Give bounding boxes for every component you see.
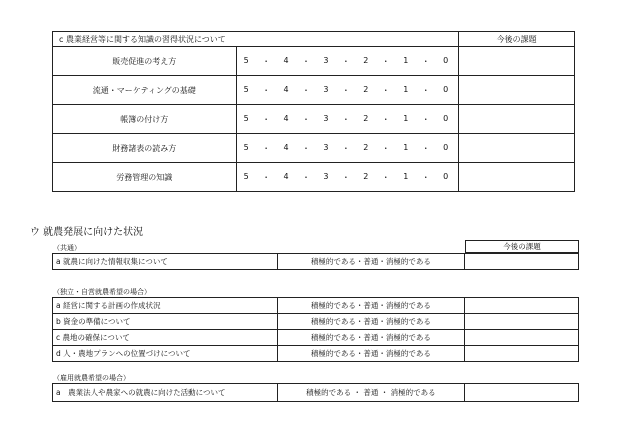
future-issue-cell[interactable] — [459, 163, 575, 192]
answer-options[interactable]: 積極的である・普通・消極的である — [277, 254, 465, 270]
question-label: a 農業法人や農家への就農に向けた活動について — [53, 384, 278, 402]
table-row — [53, 384, 579, 402]
question-label: b 資金の準備について — [53, 314, 278, 330]
rating-scale[interactable] — [236, 105, 459, 134]
employment-label: （雇用就農希望の場合） — [53, 374, 130, 382]
table-row — [53, 105, 575, 134]
rating-scale-values: 5 ・ 4 ・ 3 ・ 2 ・ 1 ・ 0 — [243, 171, 449, 182]
table-row — [53, 330, 579, 346]
rating-scale[interactable] — [236, 163, 459, 192]
section-heading: ウ 就農発展に向けた状況 — [30, 227, 144, 238]
future-issue-cell[interactable] — [459, 47, 575, 76]
knowledge-table-header — [53, 32, 575, 47]
common-label: （共通） — [53, 244, 81, 252]
knowledge-item-label: 帳簿の付け方 — [53, 105, 237, 134]
table-row — [53, 47, 575, 76]
knowledge-category-header: c 農業経営等に関する知識の習得状況について — [53, 32, 459, 47]
rating-scale[interactable] — [236, 76, 459, 105]
independent-table — [52, 297, 579, 362]
future-issue-cell[interactable] — [459, 76, 575, 105]
rating-scale[interactable] — [236, 134, 459, 163]
answer-options[interactable]: 積極的である・普通・消極的である — [277, 346, 465, 362]
future-issue-header: 今後の課題 — [465, 240, 579, 253]
future-issue-cell[interactable] — [465, 314, 579, 330]
answer-options[interactable]: 積極的である・普通・消極的である — [277, 330, 465, 346]
employment-table — [52, 383, 579, 402]
future-issue-cell[interactable] — [465, 346, 579, 362]
table-row — [53, 254, 579, 270]
future-issue-cell[interactable] — [465, 330, 579, 346]
table-row — [53, 298, 579, 314]
rating-scale[interactable] — [236, 47, 459, 76]
future-issue-cell[interactable] — [465, 254, 579, 270]
knowledge-item-label: 労務管理の知識 — [53, 163, 237, 192]
question-label: d 人・農地プランへの位置づけについて — [53, 346, 278, 362]
answer-options[interactable]: 積極的である ・ 普通 ・ 消極的である — [277, 384, 465, 402]
question-label: a 経営に関する計画の作成状況 — [53, 298, 278, 314]
question-label: a 就農に向けた情報収集について — [53, 254, 278, 270]
knowledge-item-label: 財務諸表の読み方 — [53, 134, 237, 163]
future-issue-cell[interactable] — [465, 384, 579, 402]
answer-options[interactable]: 積極的である・普通・消極的である — [277, 314, 465, 330]
table-row — [53, 163, 575, 192]
table-row — [53, 346, 579, 362]
rating-scale-values: 5 ・ 4 ・ 3 ・ 2 ・ 1 ・ 0 — [243, 113, 449, 124]
knowledge-item-label: 流通・マーケティングの基礎 — [53, 76, 237, 105]
answer-options[interactable]: 積極的である・普通・消極的である — [277, 298, 465, 314]
rating-scale-values: 5 ・ 4 ・ 3 ・ 2 ・ 1 ・ 0 — [243, 142, 449, 153]
rating-scale-values: 5 ・ 4 ・ 3 ・ 2 ・ 1 ・ 0 — [243, 84, 449, 95]
knowledge-table — [52, 31, 575, 192]
rating-scale-values: 5 ・ 4 ・ 3 ・ 2 ・ 1 ・ 0 — [243, 55, 449, 66]
table-row — [53, 134, 575, 163]
table-row — [53, 314, 579, 330]
table-row — [53, 76, 575, 105]
future-issue-cell[interactable] — [459, 105, 575, 134]
future-issue-header: 今後の課題 — [459, 32, 575, 47]
question-label: c 農地の確保について — [53, 330, 278, 346]
common-table — [52, 253, 579, 270]
knowledge-item-label: 販売促進の考え方 — [53, 47, 237, 76]
future-issue-cell[interactable] — [459, 134, 575, 163]
independent-label: （独立・自営就農希望の場合） — [53, 288, 151, 296]
future-issue-cell[interactable] — [465, 298, 579, 314]
